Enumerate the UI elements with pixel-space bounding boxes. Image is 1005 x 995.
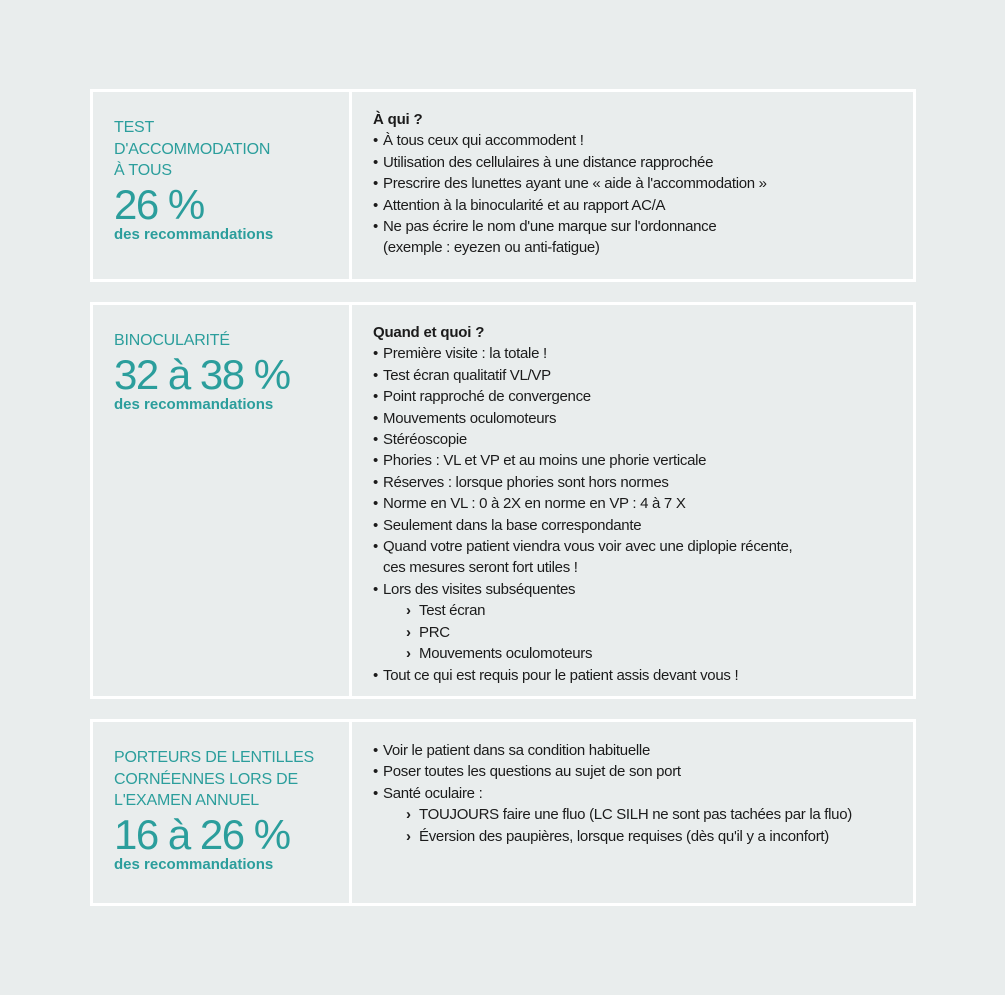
bullet-item bbox=[373, 365, 913, 386]
bullet-text: Prescrire des lunettes ayant une « aide à l'accommodation » bbox=[383, 175, 767, 193]
bullet-text: Voir le patient dans sa condition habituelle bbox=[383, 742, 650, 759]
bullet-item bbox=[373, 173, 913, 194]
sub-bullet-item bbox=[373, 643, 913, 664]
bullet-item bbox=[373, 343, 913, 364]
sub-bullet-item bbox=[373, 826, 913, 847]
bullet-text: Poser toutes les questions au sujet de son port bbox=[383, 763, 681, 781]
bullet-item bbox=[373, 130, 913, 151]
bullet-item bbox=[373, 386, 913, 407]
bullet-item bbox=[373, 195, 913, 216]
bullet-text: Seulement dans la base correspondante bbox=[383, 516, 642, 534]
card-details bbox=[352, 92, 913, 279]
bullet-text: Ne pas écrire le nom d'une marque sur l'ordonnance bbox=[383, 218, 717, 236]
bullet-text: Santé oculaire : bbox=[383, 784, 483, 802]
bullet-item bbox=[373, 472, 913, 493]
bullet-item bbox=[373, 408, 913, 429]
card-summary bbox=[93, 92, 352, 279]
card-details bbox=[352, 722, 913, 903]
bullet-text: Stéréoscopie bbox=[383, 431, 467, 449]
details-heading: Quand et quoi ? bbox=[373, 324, 485, 341]
category-title: TEST D'ACCOMMODATION À TOUS bbox=[114, 119, 271, 179]
bullet-text: Quand votre patient viendra vous voir avec une diplopie récente, bbox=[383, 538, 793, 556]
bullet-item bbox=[373, 493, 913, 514]
bullet-text: Norme en VL : 0 à 2X en norme en VP : 4 à 7 X bbox=[383, 495, 686, 513]
percentage-value: 16 à 26 % bbox=[114, 810, 290, 858]
bullet-continuation: (exemple : eyezen ou anti-fatigue) bbox=[383, 239, 600, 257]
bullet-text: Mouvements oculomoteurs bbox=[419, 645, 593, 663]
bullet-text: Phories : VL et VP et au moins une phorie verticale bbox=[383, 452, 707, 470]
bullet-item bbox=[373, 152, 913, 173]
bullet-text: À tous ceux qui accommodent ! bbox=[383, 132, 584, 150]
bullet-text: Première visite : la totale ! bbox=[383, 345, 547, 363]
percentage-value: 26 % bbox=[114, 180, 204, 228]
bullet-item bbox=[373, 783, 913, 804]
percentage-caption: des recommandations bbox=[114, 395, 274, 413]
bullet-text: PRC bbox=[419, 623, 450, 641]
category-title: PORTEURS DE LENTILLES CORNÉENNES LORS DE L'EXAMEN ANNUEL bbox=[114, 749, 315, 809]
bullet-text: Éversion des paupières, lorsque requises (dès qu'il y a inconfort) bbox=[419, 827, 829, 845]
bullet-item bbox=[373, 665, 913, 686]
bullet-text: Tout ce qui est requis pour le patient assis devant vous ! bbox=[383, 666, 739, 684]
bullet-text: Point rapproché de convergence bbox=[383, 388, 591, 406]
percentage-caption: des recommandations bbox=[114, 855, 274, 873]
bullet-text: Mouvements oculomoteurs bbox=[383, 409, 557, 427]
bullet-item bbox=[373, 579, 913, 600]
card-summary bbox=[93, 722, 352, 903]
bullet-item bbox=[373, 761, 913, 782]
bullet-continuation: ces mesures seront fort utiles ! bbox=[383, 559, 578, 577]
bullet-text: Attention à la binocularité et au rapport AC/A bbox=[383, 196, 666, 214]
bullet-list bbox=[373, 740, 913, 847]
bullet-text: Test écran qualitatif VL/VP bbox=[383, 366, 551, 384]
bullet-list bbox=[373, 343, 913, 686]
sub-bullet-item bbox=[373, 622, 913, 643]
card-summary bbox=[93, 305, 352, 696]
bullet-text: Utilisation des cellulaires à une distance rapprochée bbox=[383, 153, 714, 171]
bullet-text: Lors des visites subséquentes bbox=[383, 580, 576, 598]
bullet-item bbox=[373, 429, 913, 450]
bullet-item bbox=[373, 515, 913, 536]
sub-bullet-item bbox=[373, 600, 913, 621]
sub-bullet-item bbox=[373, 804, 913, 825]
bullet-text: Test écran bbox=[419, 602, 486, 620]
percentage-value: 32 à 38 % bbox=[114, 350, 290, 398]
bullet-item bbox=[373, 536, 913, 579]
bullet-item bbox=[373, 216, 913, 259]
card-details bbox=[352, 305, 913, 696]
bullet-text: Réserves : lorsque phories sont hors normes bbox=[383, 473, 669, 491]
card-binocularity bbox=[90, 302, 916, 699]
card-contact-lenses bbox=[90, 719, 916, 906]
bullet-list bbox=[373, 130, 913, 258]
bullet-text: TOUJOURS faire une fluo (LC SILH ne sont pas tachées par la fluo) bbox=[419, 806, 852, 824]
bullet-item bbox=[373, 450, 913, 471]
details-heading: À qui ? bbox=[373, 111, 423, 128]
bullet-item bbox=[373, 740, 913, 761]
percentage-caption: des recommandations bbox=[114, 225, 274, 243]
category-title: BINOCULARITÉ bbox=[114, 332, 230, 349]
card-accommodation bbox=[90, 89, 916, 282]
